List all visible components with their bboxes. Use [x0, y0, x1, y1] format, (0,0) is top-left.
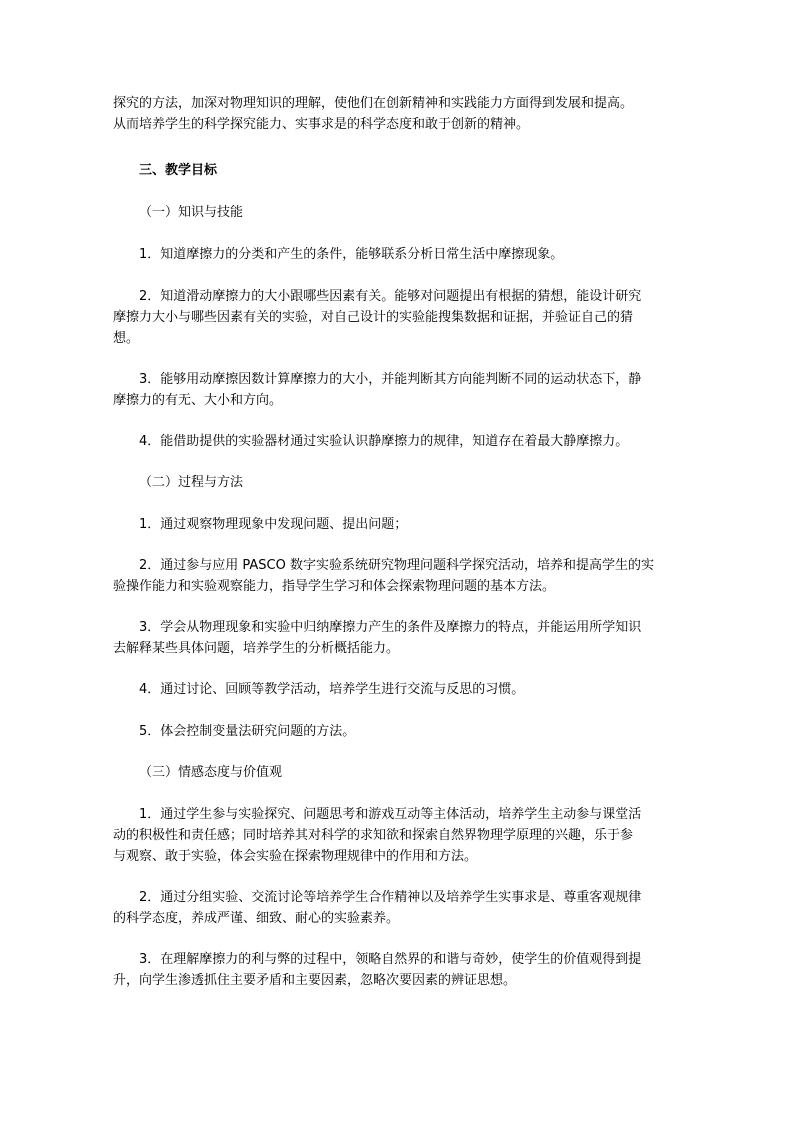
text-line: 1．知道摩擦力的分类和产生的条件，能够联系分析日常生活中摩擦现象。	[139, 247, 564, 262]
text-line: 4．通过讨论、回顾等教学活动，培养学生进行交流与反思的习惯。	[139, 682, 525, 697]
text-line: 去解释某些具体问题，培养学生的分析概括能力。	[113, 641, 400, 656]
list-item	[113, 555, 687, 597]
text-line: 从而培养学生的科学探究能力、实事求是的科学态度和敢于创新的精神。	[113, 117, 530, 132]
list-item	[113, 514, 687, 535]
text-line: 3．在理解摩擦力的利与弊的过程中，领略自然界的和谐与奇妙，使学生的价值观得到提	[139, 952, 642, 967]
text-line: 验操作能力和实验观察能力，指导学生学习和体会探索物理问题的基本方法。	[113, 579, 556, 594]
list-item	[113, 431, 687, 452]
subsection-heading-process	[113, 472, 687, 493]
list-item	[113, 949, 687, 991]
text-line: 4．能借助提供的实验器材通过实验认识静摩擦力的规律，知道存在着最大静摩擦力。	[139, 434, 629, 449]
text-line: 3．能够用动摩擦因数计算摩擦力的大小，并能判断其方向能判断不同的运动状态下，静	[139, 372, 642, 387]
subsection-heading-text: （一）知识与技能	[139, 205, 244, 220]
list-item	[113, 679, 687, 700]
text-line: 3．学会从物理现象和实验中归纳摩擦力产生的条件及摩擦力的特点，并能运用所学知识	[139, 620, 642, 635]
text-line: 动的积极性和责任感；同时培养其对科学的求知欲和探索自然界物理学原理的兴趣，乐于参	[113, 828, 634, 843]
text-line: 探究的方法，加深对物理知识的理解，使他们在创新精神和实践能力方面得到发展和提高。	[113, 96, 634, 111]
text-line: 的科学态度，养成严谨、细致、耐心的实验素养。	[113, 911, 400, 926]
list-item	[113, 244, 687, 265]
text-line: 2．通过分组实验、交流讨论等培养学生合作精神以及培养学生实事求是、尊重客观规律	[139, 890, 642, 905]
text-line: 摩擦力大小与哪些因素有关的实验，对自己设计的实验能搜集数据和证据，并验证自己的猜	[113, 310, 634, 325]
text-line: 升，向学生渗透抓住主要矛盾和主要因素，忽略次要因素的辨证思想。	[113, 973, 517, 988]
subsection-heading-knowledge	[113, 202, 687, 223]
text-line: 2．知道滑动摩擦力的大小跟哪些因素有关。能够对问题提出有根据的猜想，能设计研究	[139, 289, 642, 304]
subsection-heading-text: （二）过程与方法	[139, 475, 244, 490]
list-item	[113, 369, 687, 411]
subsection-heading-attitude	[113, 762, 687, 783]
text-line: 摩擦力的有无、大小和方向。	[113, 393, 283, 408]
text-line: 1．通过学生参与实验探究、问题思考和游戏互动等主体活动，培养学生主动参与课堂活	[139, 807, 642, 822]
text-line: 2．通过参与应用 PASCO 数字实验系统研究物理问题科学探究活动，培养和提高学生的实	[139, 558, 654, 573]
list-item	[113, 887, 687, 929]
text-line: 想。	[113, 331, 140, 346]
subsection-heading-text: （三）情感态度与价值观	[139, 765, 283, 780]
text-line: 1．通过观察物理现象中发现问题、提出问题；	[139, 517, 408, 532]
list-item	[113, 617, 687, 659]
section-title-text: 三、教学目标	[139, 163, 218, 178]
list-item	[113, 286, 687, 349]
text-line: 与观察、敢于实验，体会实验在探索物理规律中的作用和方法。	[113, 849, 478, 864]
list-item	[113, 804, 687, 867]
intro-paragraph	[113, 93, 687, 135]
list-item	[113, 721, 687, 742]
section-title	[113, 160, 687, 181]
text-line: 5．体会控制变量法研究问题的方法。	[139, 724, 356, 739]
